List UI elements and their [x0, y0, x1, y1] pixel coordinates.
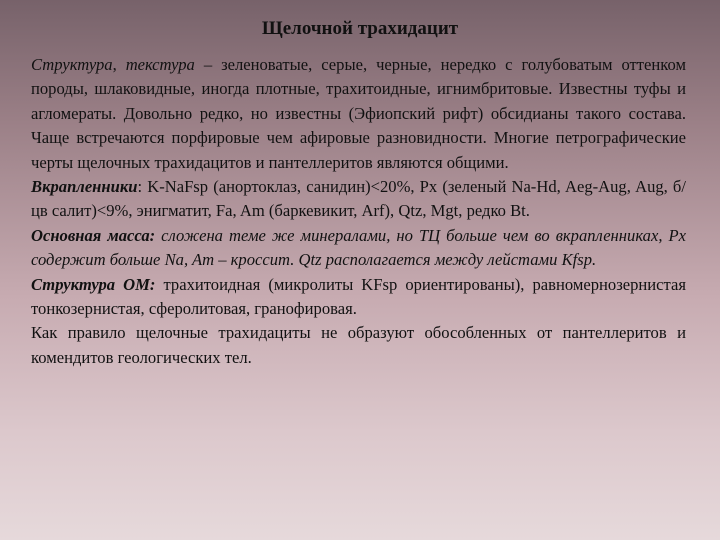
- label-phenocrysts: Вкрапленники: [31, 177, 138, 197]
- paragraph-phenocrysts: [31, 175, 686, 224]
- paragraph-groundmass-text: сложена теме же минералами, но ТЦ больше чем во вкрапленниках, Px содержит больше Na, Am – кроссит. Qtz располагается между лейстами Kfsp.: [31, 225, 687, 270]
- label-structure: Структура: [31, 55, 113, 74]
- slide-title: Щелочной трахидацит: [261, 18, 459, 39]
- label-separator: ,: [112, 55, 126, 74]
- label-texture: текстура: [125, 55, 195, 74]
- label-groundmass-structure: Структура ОМ:: [31, 274, 156, 294]
- paragraph-phenocrysts-text: : K-NaFsp (анортоклаз, санидин)<20%, Px (зеленый Na-Hd, Aeg-Aug, Aug, б/цв салит)<9%, энигматит, Fa, Am (баркевикит, Arf), Qtz, Mgt, редко Bt.: [31, 177, 686, 221]
- paragraph-structure-text: – зеленоватые, серые, черные, нередко с голубоватым оттенком породы, шлаковидные, иногда плотные, трахитоидные, игнимбритовые. Известны туфы и агломераты. Довольно редко, но известны (Эфиопский рифт) обсидианы такого состава. Чаще встречаются порфировые чем афировые разновидности. Многие петрографические черты щелочных трахидацитов и пантеллеритов являются общими.: [31, 55, 687, 172]
- paragraph-groundmass-structure: [31, 273, 686, 322]
- label-groundmass: Основная масса:: [31, 225, 156, 245]
- paragraph-groundmass: [31, 224, 686, 273]
- paragraph-conclusion: Как правило щелочные трахидациты не образуют обособленных от пантеллеритов и комендитов геологических тел.: [31, 323, 686, 367]
- paragraph-structure-texture: [31, 53, 686, 175]
- paragraph-groundmass-structure-text: трахитоидная (микролиты KFsp ориентированы), равномернозернистая тонкозернистая, сферолитовая, гранофировая.: [31, 274, 686, 319]
- slide-body: [31, 53, 686, 370]
